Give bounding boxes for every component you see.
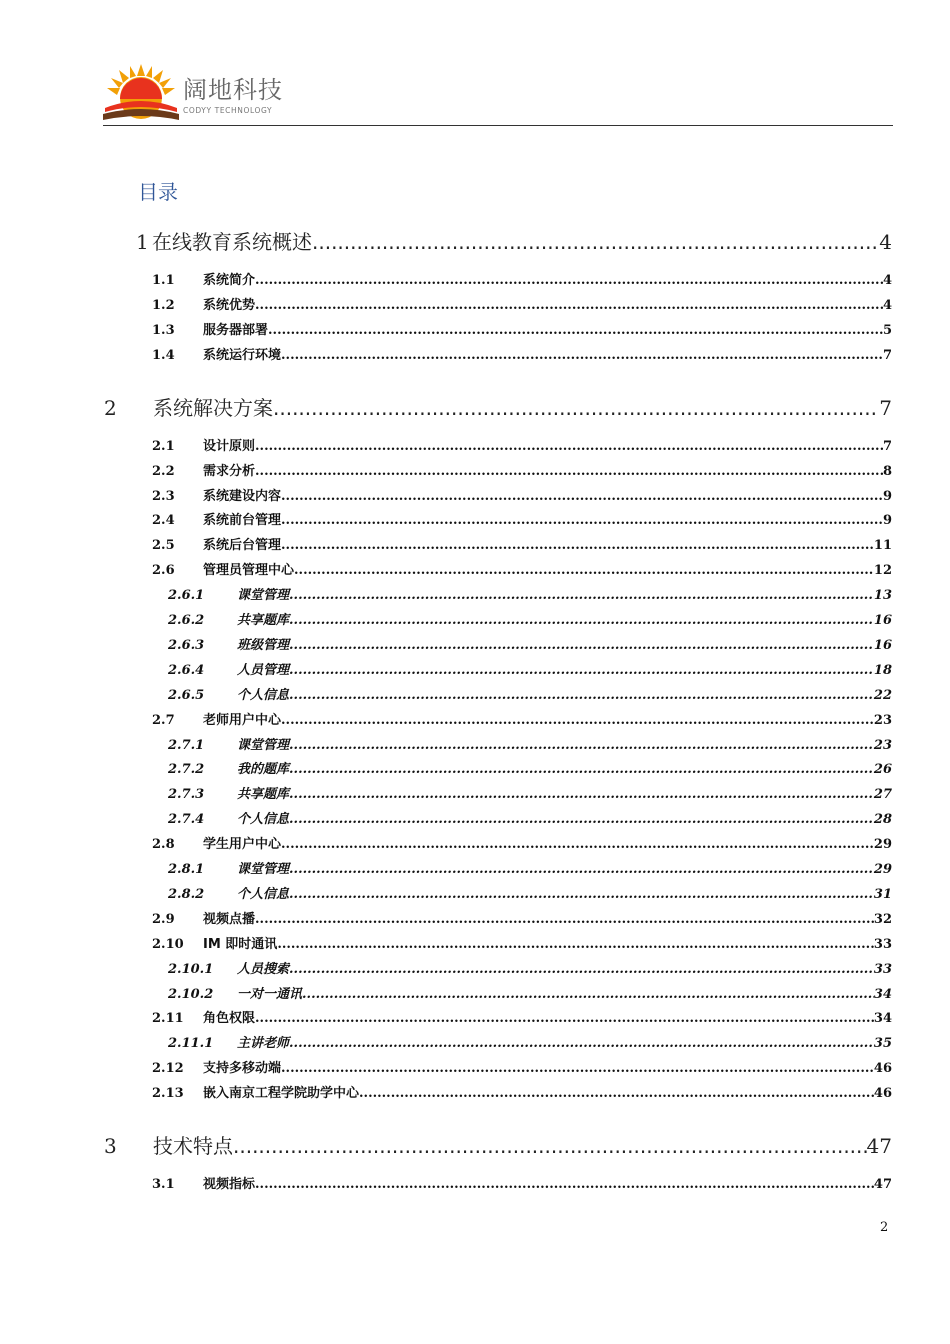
toc-entry-title: 嵌入南京工程学院助学中心 [203,1086,360,1102]
toc-entry-page: 12 [873,563,892,579]
toc-entry-title: 我的题库 [237,762,290,778]
toc-entry-number: 2.8.1 [168,862,205,877]
toc-entry-number: 2.11.1 [168,1036,214,1052]
toc-leader-dots [289,961,874,979]
toc-entry-subsubsection[interactable] [168,637,892,655]
toc-entry-subsubsection[interactable] [168,811,892,829]
toc-leader-dots [302,986,874,1004]
toc-entry-title: 系统后台管理 [203,538,282,554]
toc-entry-page: 4 [879,230,892,254]
toc-entry-subsection[interactable] [152,836,892,854]
toc-entry-page: 27 [873,787,892,803]
toc-entry-subsection[interactable] [152,438,892,456]
toc-entry-number: 2.2 [152,463,175,479]
toc-entry-subsection[interactable] [152,297,892,315]
toc-entry-number: 2.11 [152,1011,184,1027]
toc-entry-number: 2.7 [152,712,175,728]
toc-leader-dots [255,272,883,290]
toc-leader-dots [281,347,883,365]
toc-entry-number: 2.8 [152,837,175,853]
toc-entry-title: 一对一通讯 [237,986,303,1002]
toc-leader-dots [289,612,874,630]
toc-leader-dots [233,1132,867,1160]
brand [183,76,283,115]
toc-entry-page: 11 [873,538,892,554]
toc-entry-number: 3 [104,1134,117,1159]
toc-leader-dots [289,587,874,605]
toc-entry-title: 人员搜索 [237,961,290,977]
toc-entry-title: 共享题库 [237,787,290,803]
toc-entry-number: 2.3 [152,488,175,504]
toc-entry-number: 2.10.1 [168,961,214,977]
toc-entry-page: 35 [873,1036,892,1052]
toc-entry-number: 2.13 [152,1086,184,1102]
toc-entry-subsubsection[interactable] [168,786,892,804]
toc-leader-dots [289,811,874,829]
toc-entry-title: 在线教育系统概述 [152,230,312,254]
toc-entry-number: 2.12 [152,1061,184,1077]
toc-entry-subsection[interactable] [152,322,892,340]
toc-entry-subsubsection[interactable] [168,861,892,879]
toc-heading: 目录 [138,180,178,204]
toc-entry-number: 1.3 [152,322,175,338]
toc-entry-number: 2.6.2 [168,613,205,628]
toc-leader-dots [255,1010,874,1028]
toc-entry-title: 人员管理 [237,662,290,678]
toc-entry-page: 18 [873,662,892,678]
toc-entry-number: 2.6.4 [168,662,205,678]
toc-entry-subsection[interactable] [152,936,892,954]
toc-leader-dots [359,1085,874,1103]
toc-entry-subsubsection[interactable] [168,1035,892,1053]
toc-entry-subsection[interactable] [152,488,892,506]
toc-entry-title: 支持多移动端 [203,1061,282,1077]
toc-entry-subsection[interactable] [152,562,892,580]
toc-entry-subsection[interactable] [152,1176,892,1194]
toc-entry-number: 2.6.5 [168,687,205,703]
header-divider [103,125,893,126]
toc-entry-number: 2.6 [152,563,175,579]
toc-entry-title: 服务器部署 [203,322,269,338]
toc-entry-subsubsection[interactable] [168,662,892,680]
toc-leader-dots [289,662,874,680]
toc-entry-subsection[interactable] [152,1085,892,1103]
toc-entry-title: 系统运行环境 [203,347,282,363]
toc-entry-section[interactable] [104,1132,892,1160]
toc-entry-number: 2.4 [152,513,175,529]
toc-leader-dots [289,861,874,879]
toc-entry-number: 2.10 [152,936,184,952]
toc-entry-section[interactable] [104,394,892,422]
toc-entry-page: 7 [882,438,892,454]
toc-entry-page: 4 [882,297,892,313]
toc-entry-page: 33 [873,936,892,952]
toc-entry-section[interactable] [136,228,892,256]
toc-leader-dots [281,1060,874,1078]
toc-entry-number: 2.10.2 [168,986,214,1002]
toc-entry-title: 老师用户中心 [203,712,282,728]
toc-entry-number: 1.1 [152,273,175,288]
toc-entry-title: IM 即时通讯 [203,936,278,952]
toc-entry-page: 29 [873,862,892,877]
toc-leader-dots [289,786,874,804]
toc-entry-number: 2.5 [152,538,175,554]
toc-entry-title: 课堂管理 [237,737,290,753]
toc-entry-title: 课堂管理 [237,588,290,604]
toc-entry-subsection[interactable] [152,1060,892,1078]
toc-entry-title: 需求分析 [203,463,256,479]
toc-entry-page: 9 [882,488,892,504]
toc-entry-page: 26 [873,762,892,778]
toc-leader-dots [255,463,883,481]
toc-entry-page: 33 [873,961,892,977]
toc-entry-number: 2.7.4 [168,812,205,828]
toc-entry-page: 34 [873,1011,892,1027]
toc-entry-title: 课堂管理 [237,862,290,877]
toc-entry-page: 16 [873,613,892,628]
toc-entry-number: 2.6.3 [168,637,205,653]
toc-entry-title: 系统优势 [203,297,256,313]
toc-leader-dots [289,886,874,904]
toc-entry-page: 8 [882,463,892,479]
toc-entry-title: 设计原则 [203,438,256,454]
toc-entry-page: 46 [873,1086,892,1102]
toc-leader-dots [255,911,874,929]
toc-entry-page: 31 [873,886,892,902]
toc-entry-number: 2.7.3 [168,787,205,803]
toc-entry-page: 47 [873,1177,892,1193]
toc-entry-page: 23 [873,737,892,753]
toc-entry-page: 7 [882,347,892,363]
toc-entry-page: 13 [873,588,892,604]
toc-entry-title: 主讲老师 [237,1036,290,1052]
toc-entry-title: 系统前台管理 [203,513,282,529]
toc-entry-subsection[interactable] [152,347,892,365]
toc-entry-number: 2.9 [152,911,175,927]
toc-entry-subsection[interactable] [152,1010,892,1028]
document-header [103,62,893,128]
sun-logo-icon [103,62,179,126]
toc-entry-page: 9 [882,513,892,529]
toc-entry-page: 28 [873,812,892,828]
toc-leader-dots [281,512,883,530]
toc-leader-dots [289,761,874,779]
toc-entry-title: 共享题库 [237,613,290,628]
toc-entry-number: 3.1 [152,1177,175,1193]
toc-entry-page: 7 [879,395,892,420]
toc-entry-title: 系统建设内容 [203,488,282,504]
toc-entry-page: 34 [873,986,892,1002]
toc-entry-title: 视频点播 [203,911,256,927]
brand-name-en: CODYY TECHNOLOGY [183,106,273,115]
toc-entry-title: 个人信息 [237,812,290,828]
toc-entry-subsection[interactable] [152,272,892,290]
toc-leader-dots [289,1035,874,1053]
toc-entry-title: 系统解决方案 [153,395,273,420]
toc-entry-title: 技术特点 [153,1134,233,1159]
toc-entry-page: 22 [873,687,892,703]
toc-leader-dots [255,297,883,315]
toc-leader-dots [289,637,874,655]
toc-entry-subsubsection[interactable] [168,961,892,979]
toc-entry-subsubsection[interactable] [168,761,892,779]
toc-entry-number: 2.7.2 [168,762,205,778]
toc-leader-dots [312,228,879,256]
toc-entry-subsubsection[interactable] [168,687,892,705]
toc-entry-number: 2.6.1 [168,588,205,604]
toc-entry-page: 32 [873,911,892,927]
toc-entry-page: 46 [873,1061,892,1077]
toc-leader-dots [281,488,883,506]
toc-leader-dots [273,394,879,422]
toc-entry-subsection[interactable] [152,537,892,555]
toc-entry-page: 47 [866,1134,892,1159]
brand-name-cn: 阔地科技 [183,76,283,104]
toc-entry-number: 1.2 [152,297,175,313]
toc-leader-dots [277,936,874,954]
toc-entry-title: 个人信息 [237,687,290,703]
toc-leader-dots [281,836,874,854]
toc-entry-page: 5 [882,322,892,338]
toc-leader-dots [268,322,883,340]
toc-entry-number: 2.8.2 [168,886,205,902]
toc-leader-dots [289,737,874,755]
page-number: 2 [880,1220,889,1235]
toc-entry-title: 学生用户中心 [203,837,282,853]
toc-entry-title: 个人信息 [237,886,290,902]
toc-entry-title: 系统简介 [203,273,256,288]
toc-leader-dots [281,712,874,730]
toc-entry-title: 管理员管理中心 [203,563,295,579]
toc-entry-number: 2.1 [152,438,175,454]
toc-leader-dots [255,438,883,456]
toc-entry-number: 2 [104,395,117,420]
toc-entry-page: 16 [873,637,892,653]
toc-entry-page: 23 [873,712,892,728]
toc-entry-title: 班级管理 [237,637,290,653]
toc-leader-dots [281,537,874,555]
toc-leader-dots [294,562,874,580]
toc-entry-subsubsection[interactable] [168,886,892,904]
toc-entry-number: 1 [136,230,149,254]
toc-entry-subsubsection[interactable] [168,737,892,755]
toc-entry-subsubsection[interactable] [168,986,892,1004]
toc-leader-dots [289,687,874,705]
toc-entry-subsubsection[interactable] [168,587,892,605]
toc-entry-number: 2.7.1 [168,737,205,753]
toc-entry-title: 角色权限 [203,1011,256,1027]
toc-entry-subsection[interactable] [152,911,892,929]
toc-entry-subsection[interactable] [152,512,892,530]
toc-entry-page: 29 [873,837,892,853]
toc-entry-subsubsection[interactable] [168,612,892,630]
toc-entry-number: 1.4 [152,347,175,363]
toc-leader-dots [255,1176,874,1194]
toc-entry-subsection[interactable] [152,463,892,481]
toc-entry-title: 视频指标 [203,1177,256,1193]
toc-entry-subsection[interactable] [152,712,892,730]
toc-entry-page: 4 [882,273,892,288]
